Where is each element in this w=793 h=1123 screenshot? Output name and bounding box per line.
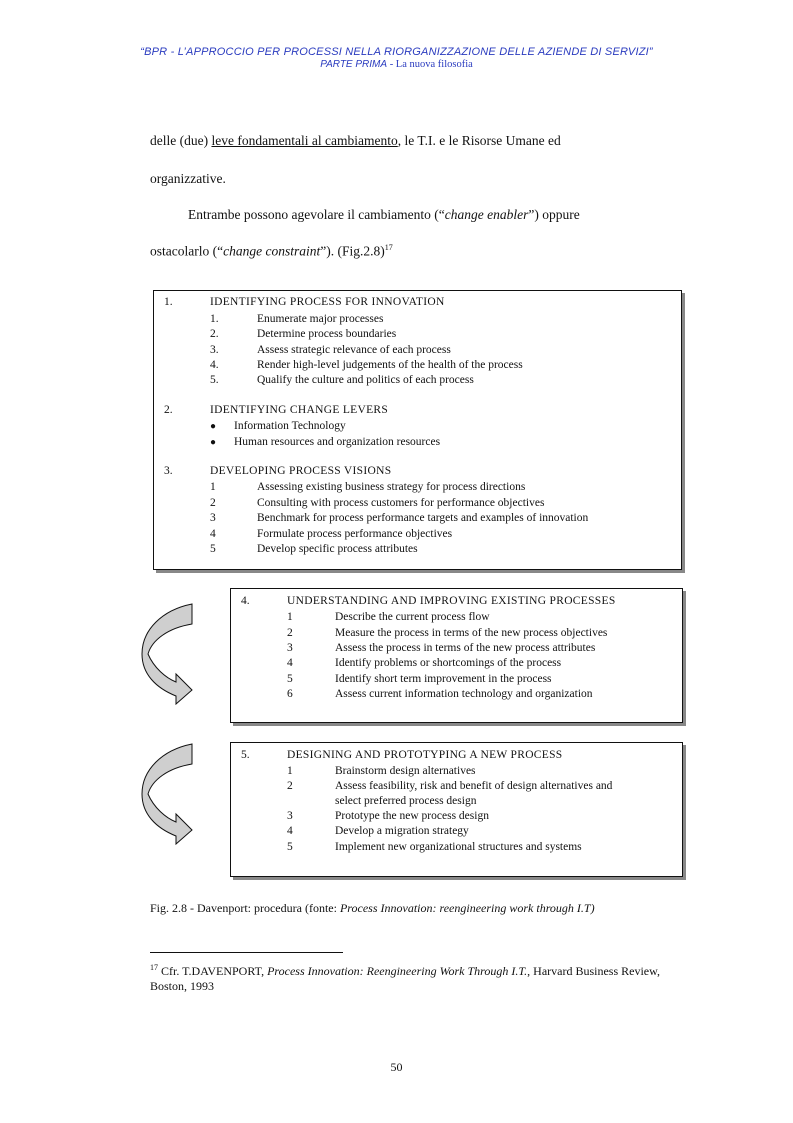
footnote-number: 17 (150, 963, 158, 972)
header-part: PARTE PRIMA (320, 59, 388, 70)
list-item-text: select preferred process design (335, 795, 477, 807)
section-title: IDENTIFYING CHANGE LEVERS (210, 404, 389, 416)
bullet-icon: ● (210, 437, 217, 448)
item-number: 3. (210, 344, 219, 356)
footnote-ref: 17 (384, 243, 393, 252)
item-number: 2 (287, 780, 293, 792)
body-line-4 (150, 243, 393, 260)
item-number: 4 (287, 825, 293, 837)
list-item (210, 374, 219, 386)
item-number: 2. (210, 328, 219, 340)
list-item-text: Assessing existing business strategy for process directions (257, 481, 526, 493)
header-title: “BPR - L’APPROCCIO PER PROCESSI NELLA RIORGANIZZAZIONE DELLE AZIENDE DI SERVIZI” (140, 46, 653, 58)
item-number: 3 (287, 642, 293, 654)
list-item-text: Identify short term improvement in the process (335, 673, 552, 685)
list-item-text: Prototype the new process design (335, 810, 489, 822)
item-number: 4 (210, 528, 216, 540)
item-number: 5 (210, 543, 216, 555)
item-number: 5 (287, 841, 293, 853)
text-run: delle (due) (150, 133, 212, 148)
footnote (150, 960, 670, 994)
caption-source: Process Innovation: reengineering work through I.T) (339, 901, 595, 915)
list-item-text: Consulting with process customers for performance objectives (257, 497, 545, 509)
item-number: 6 (287, 688, 293, 700)
item-number: 4. (210, 359, 219, 371)
curved-arrow-icon (138, 740, 198, 848)
page-number: 50 (390, 1060, 403, 1074)
item-number: 5. (210, 374, 219, 386)
figure-caption (150, 901, 595, 916)
list-item-text: Assess feasibility, risk and benefit of design alternatives and (335, 780, 613, 792)
item-number: 2 (287, 627, 293, 639)
section-number: 4. (241, 595, 250, 607)
list-item-text: Enumerate major processes (257, 313, 384, 325)
list-item-text: Develop specific process attributes (257, 543, 418, 555)
list-item-text: Develop a migration strategy (335, 825, 469, 837)
list-item-text: Assess current information technology and organization (335, 688, 593, 700)
list-item-text: Brainstorm design alternatives (335, 765, 476, 777)
section-number: 2. (164, 404, 173, 416)
process-box-1 (153, 290, 682, 570)
item-number: 1. (210, 313, 219, 325)
header-section: - La nuova filosofia (387, 59, 473, 70)
section-number: 5. (241, 749, 250, 761)
body-line-1 (150, 133, 561, 149)
running-header (0, 46, 793, 70)
item-number: 1 (210, 481, 216, 493)
section-title: DESIGNING AND PROTOTYPING A NEW PROCESS (287, 749, 563, 761)
header-subtitle (0, 59, 793, 70)
list-item-text: Implement new organizational structures and systems (335, 841, 582, 853)
footnote-text: , Harvard Business Review, Boston, 1993 (150, 964, 661, 993)
text-run: Entrambe possono agevolare il cambiamento (“ (188, 207, 445, 222)
list-item-text: Qualify the culture and politics of each process (257, 374, 474, 386)
list-item-text: Determine process boundaries (257, 328, 397, 340)
list-item (210, 313, 219, 325)
item-number: 1 (287, 611, 293, 623)
footnote-title: Process Innovation: Reengineering Work Through I.T. (267, 964, 528, 978)
text-run: ostacolarlo (“ (150, 243, 224, 259)
body-line-2: organizzative. (150, 171, 226, 186)
curved-arrow-icon (138, 600, 198, 708)
list-item-text: Benchmark for process performance targets and examples of innovation (257, 512, 589, 524)
body-line-3 (188, 207, 580, 223)
item-number: 5 (287, 673, 293, 685)
caption-text: Fig. 2.8 - Davenport: procedura (fonte: (150, 901, 340, 915)
item-number: 3 (210, 512, 216, 524)
list-item-text: Assess the process in terms of the new process attributes (335, 642, 596, 654)
section-header (164, 296, 173, 308)
section-title: IDENTIFYING PROCESS FOR INNOVATION (210, 296, 445, 308)
list-item (210, 359, 219, 371)
section-number: 3. (164, 465, 173, 477)
section-title: UNDERSTANDING AND IMPROVING EXISTING PROCESSES (287, 595, 616, 607)
list-item (210, 328, 219, 340)
item-number: 1 (287, 765, 293, 777)
bullet-item: Human resources and organization resources (234, 436, 441, 448)
text-run: , le T.I. e le Risorse Umane ed (397, 133, 561, 148)
underlined-phrase: leve fondamentali al cambiamento (211, 133, 398, 148)
list-item-text: Render high-level judgements of the health of the process (257, 359, 523, 371)
list-item-text: Assess strategic relevance of each process (257, 344, 451, 356)
item-number: 4 (287, 657, 293, 669)
section-title: DEVELOPING PROCESS VISIONS (210, 465, 392, 477)
process-box-2 (230, 588, 683, 723)
italic-term: change enabler (444, 207, 529, 222)
footnote-text: Cfr. T.DAVENPORT, (158, 964, 268, 978)
bullet-item: Information Technology (234, 420, 346, 432)
process-box-3 (230, 742, 683, 877)
list-item-text: Formulate process performance objectives (257, 528, 453, 540)
list-item (210, 344, 219, 356)
item-number: 3 (287, 810, 293, 822)
section-number: 1. (164, 296, 173, 308)
footnote-divider (150, 952, 343, 953)
bullet-icon: ● (210, 421, 217, 432)
italic-term: change constraint (223, 243, 321, 259)
text-run: ”) oppure (528, 207, 580, 222)
list-item-text: Measure the process in terms of the new process objectives (335, 627, 608, 639)
list-item-text: Identify problems or shortcomings of the process (335, 657, 562, 669)
item-number: 2 (210, 497, 216, 509)
text-run: ”). (Fig.2.8) (320, 243, 385, 259)
list-item-text: Describe the current process flow (335, 611, 490, 623)
